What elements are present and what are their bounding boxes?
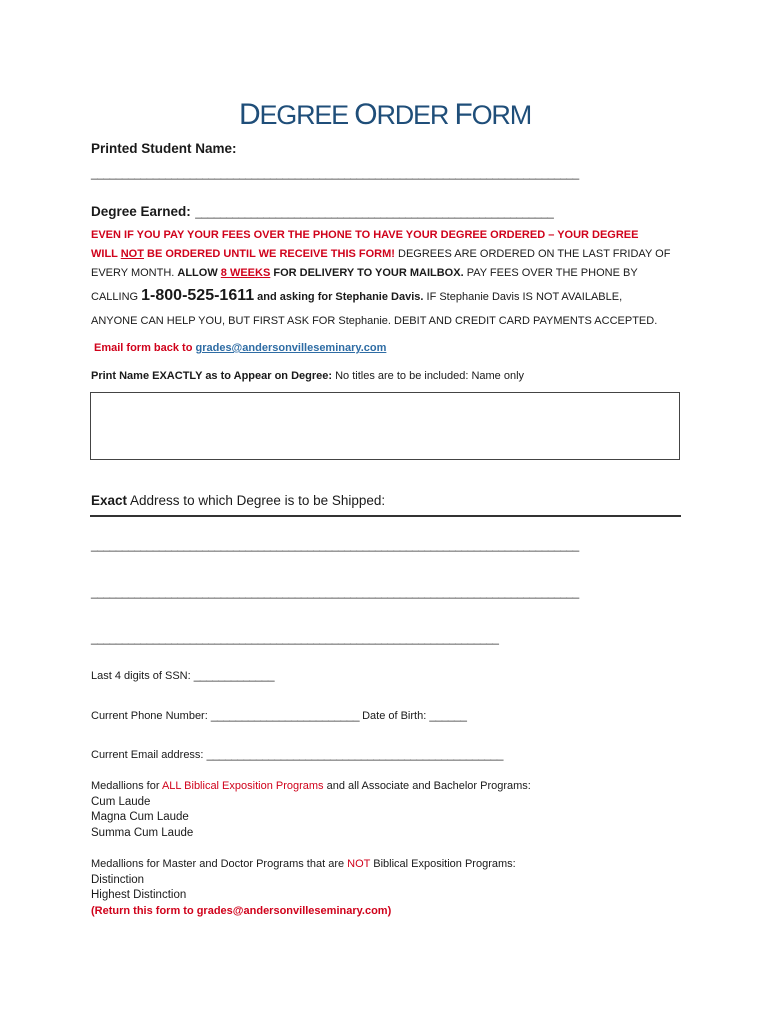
medallions-master-section (91, 857, 516, 919)
email-field[interactable]: ________________________________________________ (206, 747, 503, 761)
medallions-bachelor-section (91, 779, 531, 841)
notice-line-5: ANYONE CAN HELP YOU, BUT FIRST ASK FOR Stephanie. DEBIT AND CREDIT CARD PAYMENTS ACCEPTED. (91, 315, 658, 327)
ssn-field[interactable]: _____________ (193, 668, 274, 682)
address-line-3[interactable]: __________________________________________________________________ (91, 631, 499, 645)
student-name-field[interactable]: _______________________________________________________________________________ (91, 166, 579, 180)
address-divider (90, 515, 681, 517)
list-item: Cum Laude (91, 795, 151, 808)
address-line-2[interactable]: _______________________________________________________________________________ (91, 585, 579, 599)
list-item: Magna Cum Laude (91, 811, 189, 823)
student-name-label: Printed Student Name: (91, 141, 237, 156)
list-item: Highest Distinction (91, 889, 187, 901)
ssn-row: Last 4 digits of SSN: _____________ (91, 668, 274, 682)
list-item: Distinction (91, 873, 145, 886)
phone-number: 1-800-525-1611 (141, 287, 255, 304)
degree-earned-row (91, 203, 553, 221)
phone-row: Current Phone Number: ________________________ Date of Birth: ______ (91, 708, 467, 722)
dob-field[interactable]: ______ (429, 708, 467, 722)
address-line-1[interactable]: _______________________________________________________________________________ (91, 538, 579, 552)
list-item: Summa Cum Laude (91, 826, 194, 839)
email-row: Current Email address: ________________________________________________ (91, 747, 503, 761)
print-name-instruction: Print Name EXACTLY as to Appear on Degree: No titles are to be included: Name only (91, 370, 525, 382)
return-note: (Return this form to grades@andersonvilleseminary.com) (91, 904, 392, 917)
phone-field[interactable]: ________________________ (210, 708, 360, 722)
medallions-bachelor-intro: Medallions for ALL Biblical Exposition Programs and all Associate and Bachelor Programs: (91, 780, 531, 792)
print-name-box[interactable] (90, 392, 680, 460)
degree-earned-label: Degree Earned: (91, 204, 191, 219)
notice-line-1: EVEN IF YOU PAY YOUR FEES OVER THE PHONE TO HAVE YOUR DEGREE ORDERED – YOUR DEGREE (91, 229, 639, 241)
notice-line-4: CALLING 1-800-525-1611 and asking for Stephanie Davis. IF Stephanie Davis IS NOT AVAILABLE, (91, 287, 623, 304)
notice-line-2: WILL NOT BE ORDERED UNTIL WE RECEIVE THIS FORM! DEGREES ARE ORDERED ON THE LAST FRIDAY OF (91, 248, 671, 260)
email-back-line: Email form back to grades@andersonvilleseminary.com (94, 342, 387, 354)
page-title: DEGREE ORDER FORM (239, 98, 531, 131)
medallions-master-intro: Medallions for Master and Doctor Programs that are NOT Biblical Exposition Programs: (91, 858, 516, 870)
address-label: Exact Address to which Degree is to be Shipped: (91, 493, 386, 508)
email-back-link[interactable]: grades@andersonvilleseminary.com (195, 342, 387, 354)
degree-earned-field[interactable]: __________________________________________________________ (195, 205, 554, 219)
notice-line-3: EVERY MONTH. ALLOW 8 WEEKS FOR DELIVERY TO YOUR MAILBOX. PAY FEES OVER THE PHONE BY (91, 267, 638, 279)
